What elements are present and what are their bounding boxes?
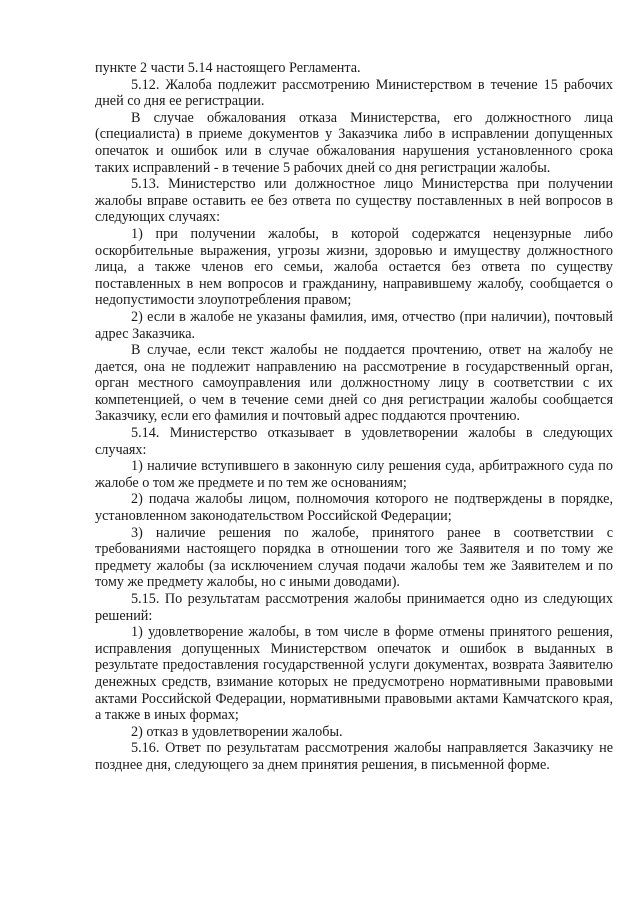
- paragraph-5-13: 5.13. Министерство или должностное лицо Министерства при получении жалобы вправе оставить ее без ответа по существу поставленных в ней вопросов в следующих случаях:: [95, 176, 613, 226]
- paragraph-5-12-appeal: В случае обжалования отказа Министерства, его должностного лица (специалиста) в приеме документов у Заказчика либо в исправлении допущенных опечаток и ошибок или в случае обжалования нарушения установленного срока таких исправлений - в течение 5 рабочих дней со дня регистрации жалобы.: [95, 109, 613, 176]
- paragraph-5-13-item-2: 2) если в жалобе не указаны фамилия, имя, отчество (при наличии), почтовый адрес Заказчика.: [95, 308, 613, 342]
- paragraph-5-12: 5.12. Жалоба подлежит рассмотрению Министерством в течение 15 рабочих дней со дня ее регистрации.: [95, 76, 613, 110]
- paragraph-5-13-item-1: 1) при получении жалобы, в которой содержатся нецензурные либо оскорбительные выражения, угрозы жизни, здоровью и имуществу должностного лица, а также членов его семьи, жалоба остается без ответа по существу поставленных в нем вопросов и гражданину, направившему жалобу, сообщается о недопустимости злоупотребления правом;: [95, 225, 613, 309]
- paragraph-5-15-item-2: 2) отказ в удовлетворении жалобы.: [131, 723, 343, 740]
- paragraph-5-15-item-1: 1) удовлетворение жалобы, в том числе в форме отмены принятого решения, исправления допущенных Министерством опечаток и ошибок в выданных в результате предоставления государственной услуги документах, возврата Заявителю денежных средств, взимание которых не предусмотрено нормативными правовыми актами Российской Федерации, нормативными правовыми актами Камчатского края, а также в иных формах;: [95, 624, 613, 724]
- paragraph-5-14-item-2: 2) подача жалобы лицом, полномочия которого не подтверждены в порядке, установленном законодательством Российской Федерации;: [95, 491, 613, 525]
- paragraph-5-14-item-3: 3) наличие решения по жалобе, принятого ранее в соответствии с требованиями настоящего порядка в отношении того же Заявителя и по тому же предмету жалобы (за исключением случая подачи жалобы тем же Заявителем и по тому же предмету жалобы, но с иными доводами).: [95, 524, 613, 591]
- paragraph-5-15: 5.15. По результатам рассмотрения жалобы принимается одно из следующих решений:: [95, 591, 613, 624]
- paragraph-5-14-item-1: 1) наличие вступившего в законную силу решения суда, арбитражного суда по жалобе о том же предмете и по тем же основаниям;: [95, 458, 613, 491]
- paragraph-5-14: 5.14. Министерство отказывает в удовлетворении жалобы в следующих случаях:: [95, 425, 613, 458]
- document-page: [95, 60, 613, 774]
- paragraph-continuation: пункте 2 части 5.14 настоящего Регламента.: [95, 60, 361, 76]
- paragraph-5-16: 5.16. Ответ по результатам рассмотрения жалобы направляется Заказчику не позднее дня, следующего за днем принятия решения, в письменной форме.: [95, 740, 613, 773]
- paragraph-5-13-unreadable: В случае, если текст жалобы не поддается прочтению, ответ на жалобу не дается, она не подлежит направлению на рассмотрение в государственный орган, орган местного самоуправления или должностному лицу в соответствии с их компетенцией, о чем в течение семи дней со дня регистрации жалобы сообщается Заказчику, если его фамилия и почтовый адрес поддаются прочтению.: [95, 342, 613, 425]
